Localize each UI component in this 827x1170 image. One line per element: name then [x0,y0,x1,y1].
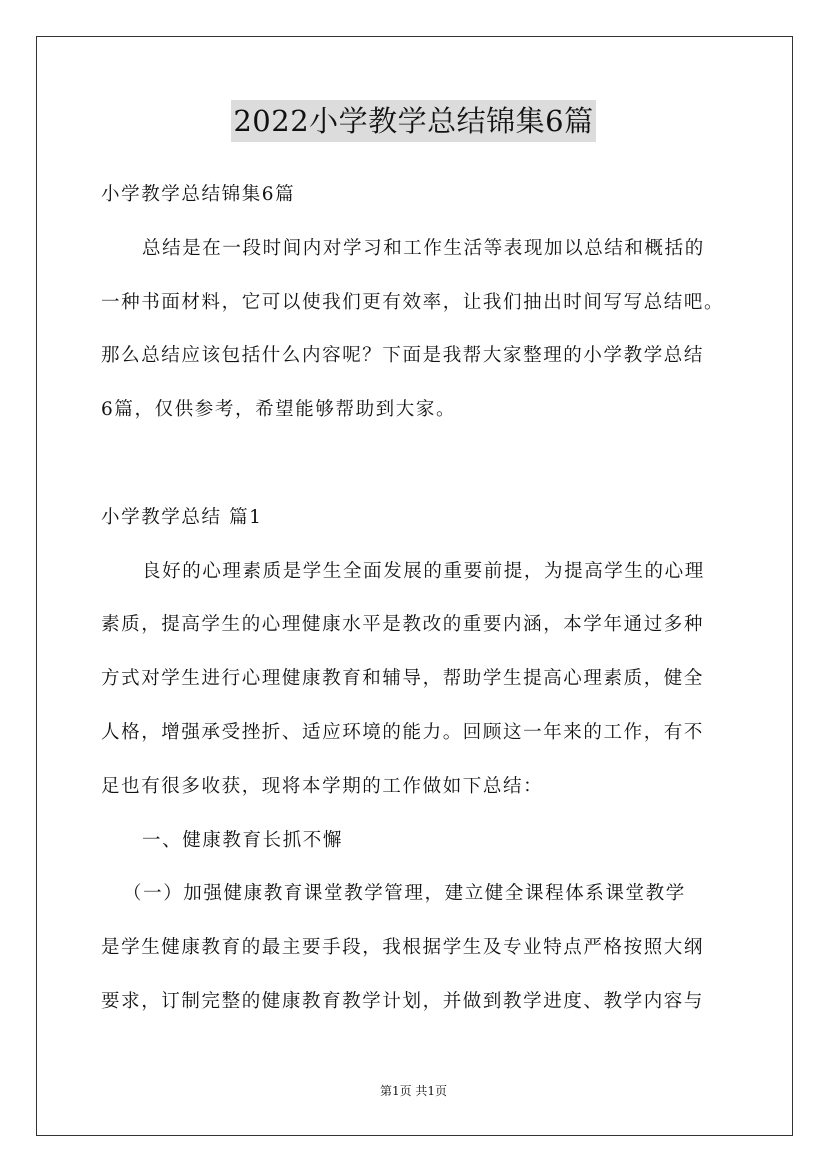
text-line: 6篇，仅供参考，希望能够帮助到大家。 [101,399,457,421]
page-footer: 第1页 共1页 [379,1084,448,1098]
text-line: 一、健康教育长抓不懈 [142,829,344,851]
text-line: 小学教学总结锦集6篇 [101,184,296,205]
text-line: 一种书面材料，它可以使我们更有效率，让我们抽出时间写写总结吧。 [101,291,725,313]
text-line: 那么总结应该包括什么内容呢？下面是我帮大家整理的小学教学总结 [101,345,705,367]
text-line: 良好的心理素质是学生全面发展的重要前提，为提高学生的心理 [142,560,705,582]
text-line: 要求，订制完整的健康教育教学计划，并做到教学进度、教学内容与 [101,990,705,1012]
text-line: 是学生健康教育的最主要手段，我根据学生及专业特点严格按照大纲 [101,937,705,959]
text-line: 总结是在一段时间内对学习和工作生活等表现加以总结和概括的 [142,237,705,259]
title-container [0,100,827,142]
text-line: （一）加强健康教育课堂教学管理，建立健全课程体系课堂教学 [123,883,686,905]
document-body [101,180,733,1041]
document-title: 2022小学教学总结锦集6篇 [231,100,595,142]
blank-line [101,449,733,503]
text-line: 小学教学总结 篇1 [101,506,263,528]
text-line: 人格，增强承受挫折、适应环境的能力。回顾这一年来的工作，有不 [101,721,705,743]
text-line: 方式对学生进行心理健康教育和辅导，帮助学生提高心理素质，健全 [101,668,705,690]
text-line: 足也有很多收获，现将本学期的工作做如下总结： [101,775,544,797]
text-line: 素质，提高学生的心理健康水平是教改的重要内涵，本学年通过多种 [101,614,705,636]
